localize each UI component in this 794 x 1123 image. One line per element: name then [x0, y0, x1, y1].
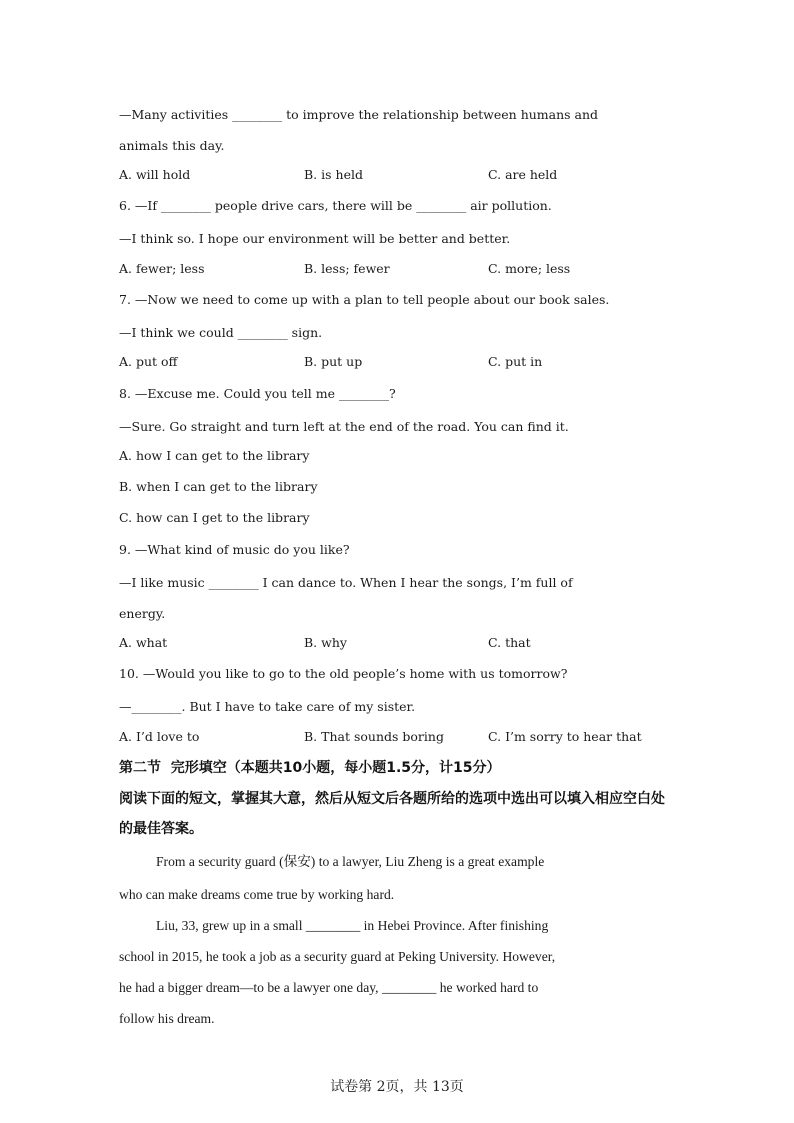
page-footer: 试卷第 2页，共 13页	[330, 1079, 464, 1095]
q10-stem: 10. —Would you like to go to the old people’s home with us tomorrow?	[119, 666, 568, 681]
q7-option-c: C. put in	[488, 354, 543, 369]
q6-option-c: C. more; less	[488, 261, 571, 276]
q5-stem: —Many activities ________ to improve the relationship between humans and	[119, 107, 599, 122]
q8-option-c: C. how can I get to the library	[119, 510, 310, 525]
passage-p1-line1: From a security guard (保安) to a lawyer, Liu Zheng is a great example	[156, 854, 545, 869]
q8-stem: 8. —Excuse me. Could you tell me ________?	[119, 386, 396, 401]
q7-option-b: B. put up	[304, 354, 363, 369]
section-instruction-line2: 的最佳答案。	[119, 821, 203, 837]
q9-option-c: C. that	[488, 635, 531, 650]
q5-stem-cont: animals this day.	[119, 138, 225, 153]
q10-reply: —________. But I have to take care of my sister.	[119, 699, 416, 714]
q5-option-a: A. will hold	[119, 167, 191, 182]
q6-option-a: A. fewer; less	[119, 261, 205, 276]
q8-option-b: B. when I can get to the library	[119, 479, 318, 494]
q10-option-c: C. I’m sorry to hear that	[488, 729, 642, 744]
passage-p2-line3: he had a bigger dream—to be a lawyer one day, ________ he worked hard to	[119, 980, 539, 995]
q10-option-a: A. I’d love to	[119, 729, 200, 744]
q9-option-b: B. why	[304, 635, 347, 650]
q9-stem: 9. —What kind of music do you like?	[119, 542, 350, 557]
q6-stem: 6. —If ________ people drive cars, there will be ________ air pollution.	[119, 198, 552, 213]
q7-option-a: A. put off	[119, 354, 178, 369]
q5-option-b: B. is held	[304, 167, 363, 182]
passage-p2-line1: Liu, 33, grew up in a small ________ in Hebei Province. After finishing	[156, 918, 549, 933]
section-title: 第二节 完形填空（本题共10小题，每小题1.5分，计15分）	[119, 760, 501, 776]
q10-option-b: B. That sounds boring	[304, 729, 444, 744]
q7-reply: —I think we could ________ sign.	[119, 325, 323, 340]
q6-option-b: B. less; fewer	[304, 261, 390, 276]
q5-option-c: C. are held	[488, 167, 558, 182]
q7-stem: 7. —Now we need to come up with a plan to tell people about our book sales.	[119, 292, 610, 307]
q6-reply: —I think so. I hope our environment will be better and better.	[119, 231, 511, 246]
q9-reply: —I like music ________ I can dance to. When I hear the songs, I’m full of	[119, 575, 573, 590]
q9-option-a: A. what	[119, 635, 168, 650]
passage-p2-line4: follow his dream.	[119, 1011, 215, 1026]
q8-option-a: A. how I can get to the library	[119, 448, 310, 463]
q8-reply: —Sure. Go straight and turn left at the end of the road. You can find it.	[119, 419, 569, 434]
q9-reply-cont: energy.	[119, 606, 166, 621]
section-instruction-line1: 阅读下面的短文，掌握其大意，然后从短文后各题所给的选项中选出可以填入相应空白处	[119, 791, 665, 807]
passage-p1-line2: who can make dreams come true by working hard.	[119, 887, 395, 902]
passage-p2-line2: school in 2015, he took a job as a security guard at Peking University. However,	[119, 949, 556, 964]
